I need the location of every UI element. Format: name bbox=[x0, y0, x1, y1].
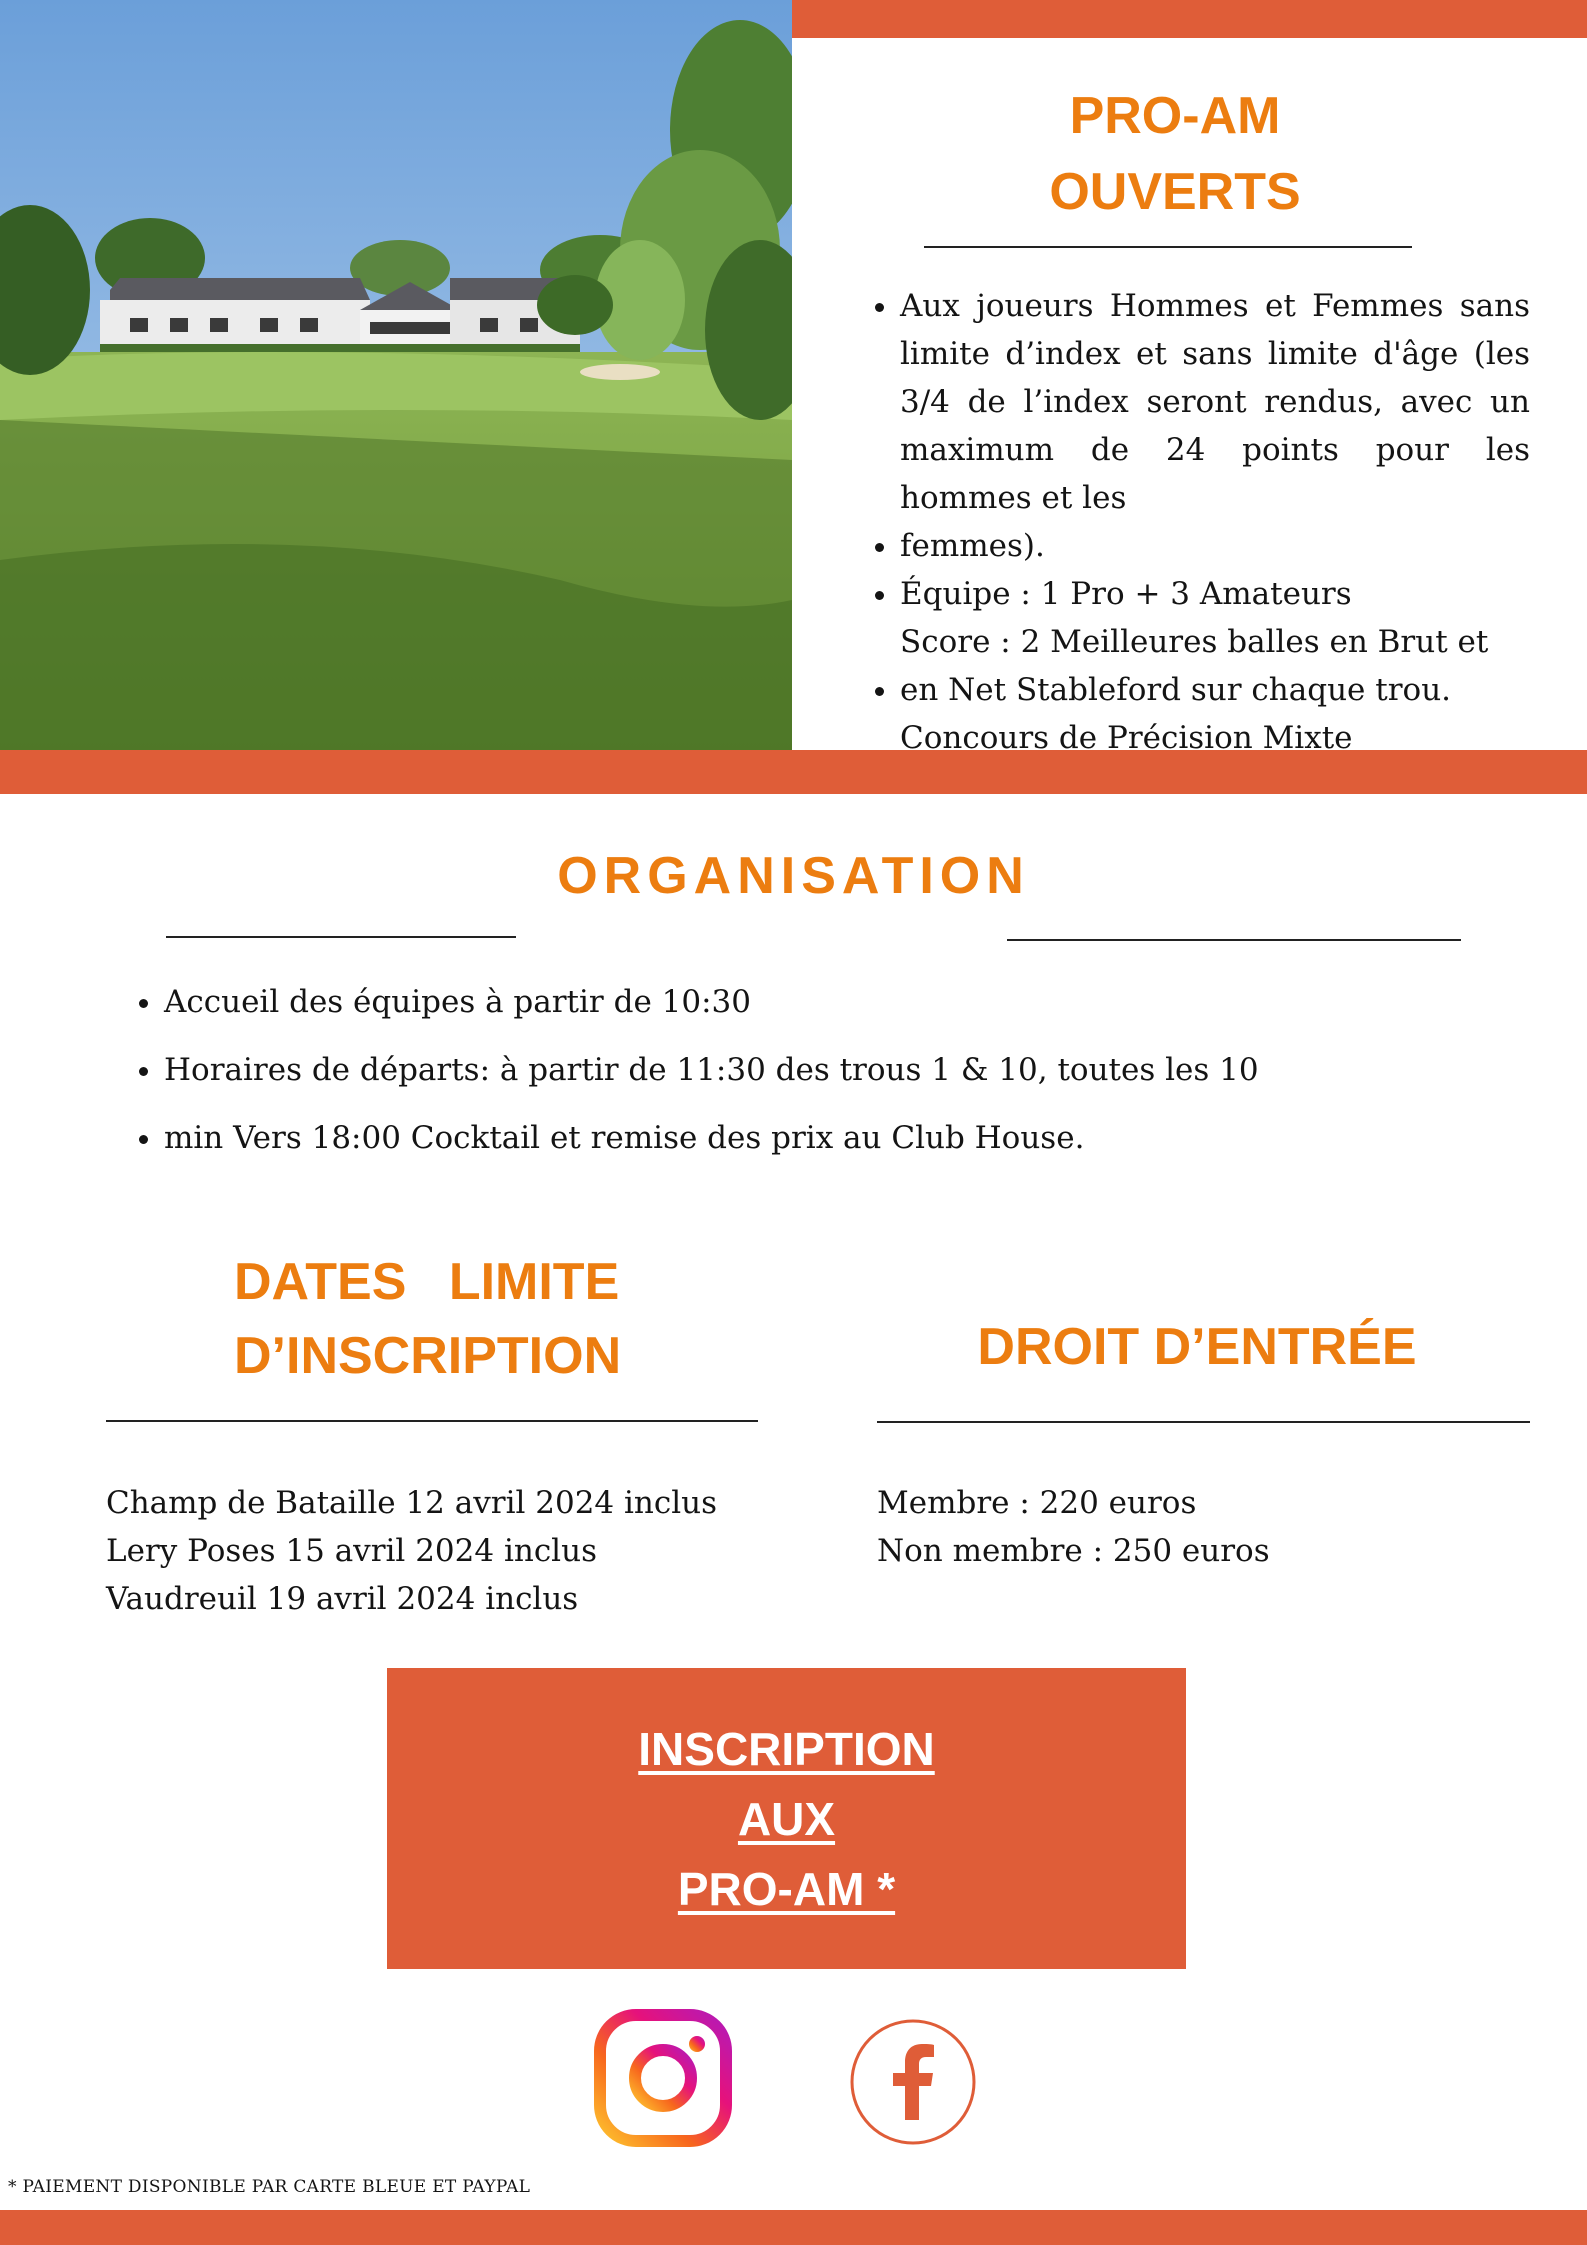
dates-title-line2: D’INSCRIPTION bbox=[234, 1327, 622, 1385]
list-item: • en Net Stableford sur chaque trou. bbox=[900, 666, 1530, 714]
list-item: • femmes). bbox=[900, 522, 1530, 570]
bottom-accent-bar bbox=[0, 2210, 1587, 2245]
fees-list bbox=[877, 1479, 1517, 1575]
inscription-line3: PRO-AM * bbox=[677, 1862, 896, 1915]
proam-title-line1: PRO-AM bbox=[1069, 87, 1281, 145]
list-item: Concours de Précision Mixte bbox=[900, 720, 1353, 750]
dates-title-line1: DATES LIMITE bbox=[234, 1253, 620, 1311]
list-item: Score : 2 Meilleures balles en Brut et bbox=[900, 624, 1489, 660]
date-line: Vaudreuil 19 avril 2024 inclus bbox=[106, 1581, 579, 1617]
organisation-divider-left bbox=[166, 936, 516, 938]
fees-divider bbox=[877, 1421, 1530, 1423]
middle-accent-band bbox=[0, 750, 1587, 794]
list-item: • Horaires de départs: à partir de 11:30 des trous 1 & 10, toutes les 10 bbox=[164, 1049, 1464, 1091]
proam-title bbox=[900, 78, 1450, 230]
dates-list bbox=[106, 1479, 786, 1623]
date-line: Champ de Bataille 12 avril 2024 inclus bbox=[106, 1485, 718, 1521]
list-item: • Équipe : 1 Pro + 3 Amateurs bbox=[900, 570, 1530, 618]
inscription-button[interactable] bbox=[387, 1668, 1186, 1969]
date-line: Lery Poses 15 avril 2024 inclus bbox=[106, 1533, 597, 1569]
golf-course-photo bbox=[0, 0, 792, 750]
inscription-line1: INSCRIPTION bbox=[638, 1722, 935, 1775]
instagram-icon[interactable] bbox=[594, 2009, 732, 2147]
organisation-title: ORGANISATION bbox=[557, 847, 1030, 905]
organisation-divider-right bbox=[1007, 939, 1461, 941]
proam-list bbox=[864, 282, 1530, 750]
proam-title-line2: OUVERTS bbox=[1049, 163, 1301, 221]
payment-footnote: * PAIEMENT DISPONIBLE PAR CARTE BLEUE ET PAYPAL bbox=[8, 2177, 531, 2197]
facebook-icon[interactable] bbox=[849, 2018, 977, 2146]
dates-title bbox=[234, 1245, 794, 1393]
fee-line: Membre : 220 euros bbox=[877, 1485, 1197, 1521]
dates-divider bbox=[106, 1420, 758, 1422]
fee-line: Non membre : 250 euros bbox=[877, 1533, 1270, 1569]
list-item: • min Vers 18:00 Cocktail et remise des prix au Club House. bbox=[164, 1117, 1464, 1159]
inscription-line2: AUX bbox=[737, 1792, 836, 1845]
inscription-link[interactable] bbox=[638, 1714, 934, 1924]
list-item: • Aux joueurs Hommes et Femmes sans limite d’index et sans limite d'âge (les 3/4 de l’index seront rendus, avec un maximum de 24 points pour les hommes et les bbox=[900, 282, 1530, 522]
fees-title: DROIT D’ENTRÉE bbox=[977, 1318, 1417, 1376]
proam-divider bbox=[924, 246, 1412, 248]
organisation-list bbox=[128, 981, 1464, 1185]
list-item: • Accueil des équipes à partir de 10:30 bbox=[164, 981, 1464, 1023]
top-accent-bar bbox=[792, 0, 1587, 38]
